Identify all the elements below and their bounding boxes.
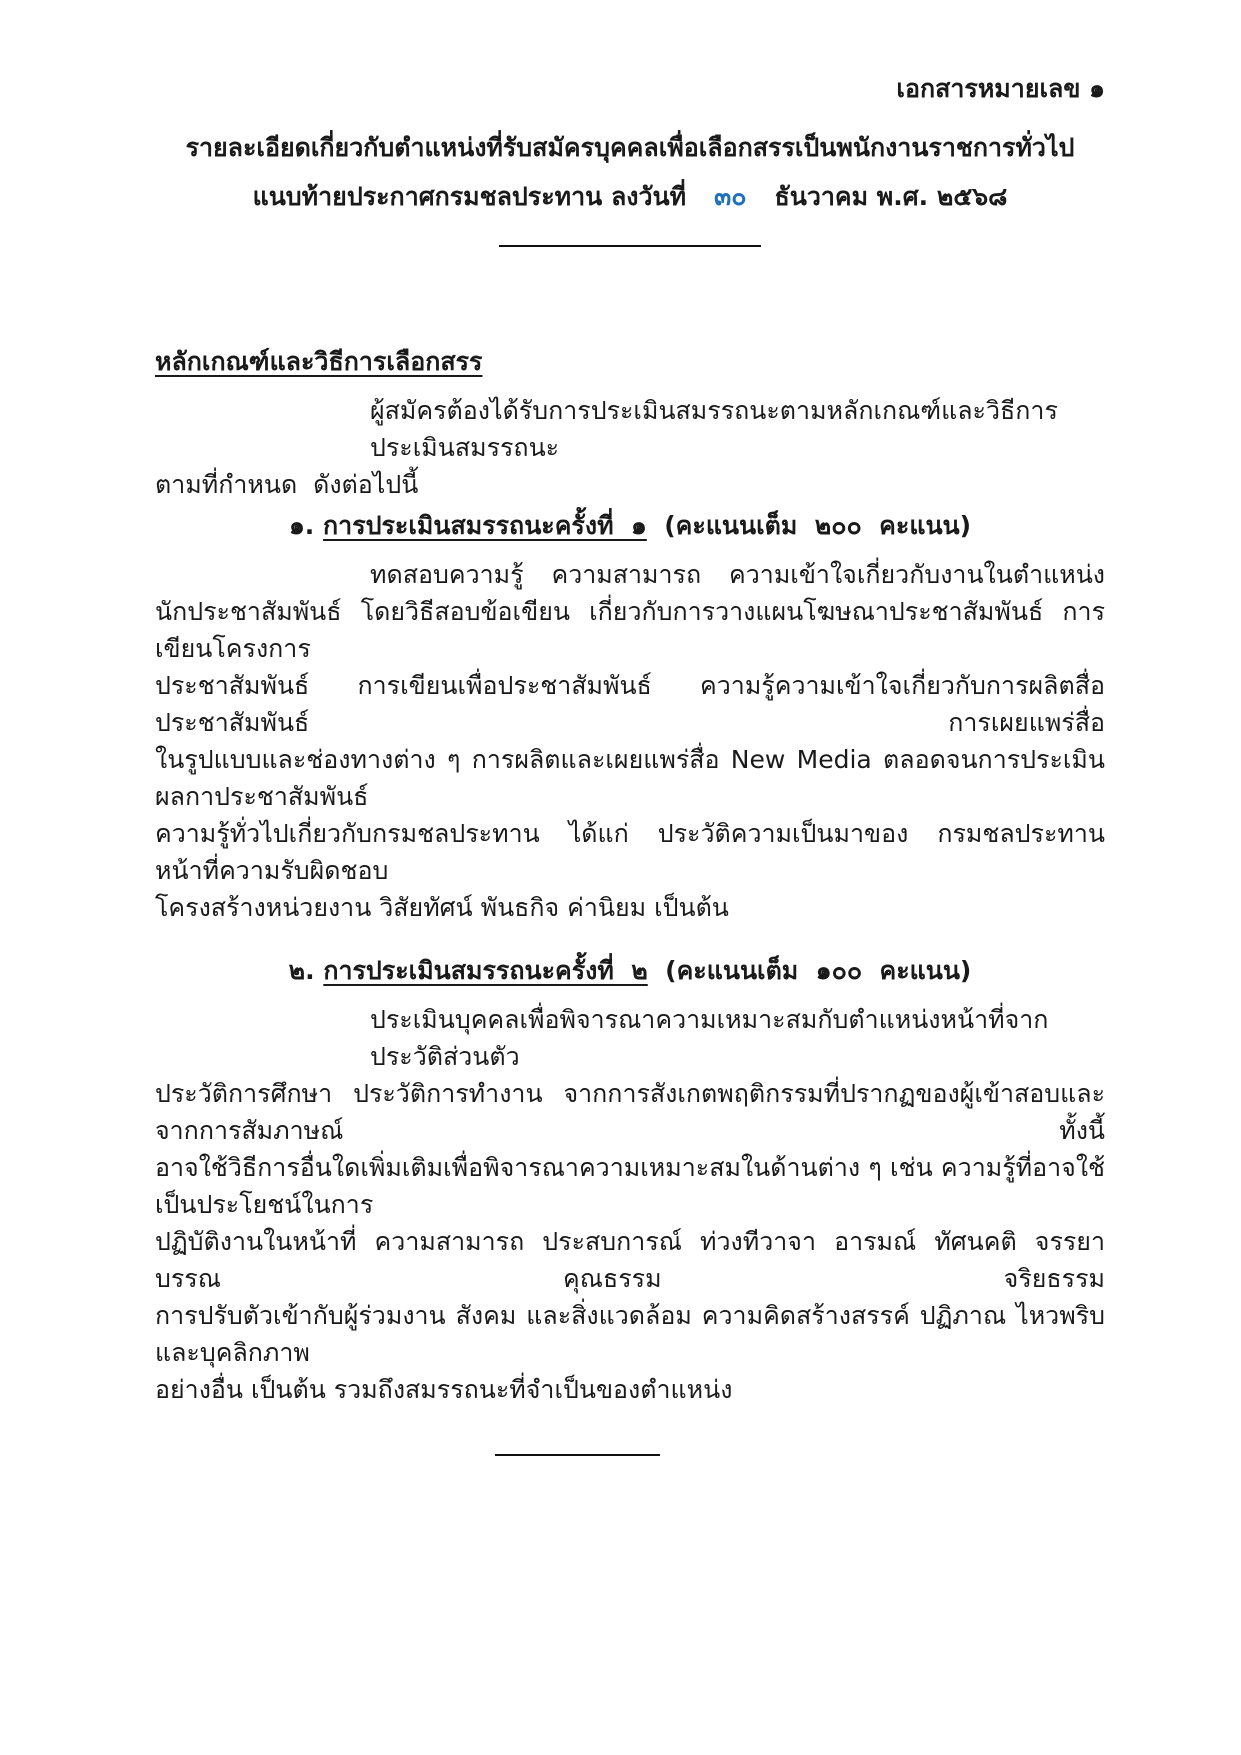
intro-line: ตามที่กำหนด ดังต่อไปนี้ (155, 470, 419, 499)
document-title-line2 (155, 178, 1105, 215)
intro-line: ผู้สมัครต้องได้รับการประเมินสมรรถนะตามหลักเกณฑ์และวิธีการประเมินสมรรถนะ (370, 396, 1058, 462)
title-line2-prefix: แนบท้ายประกาศกรมชลประทาน ลงวันที่ (252, 182, 687, 211)
criteria-heading: หลักเกณฑ์และวิธีการเลือกสรร (155, 347, 483, 376)
section2-number: ๒. (288, 956, 324, 985)
section1-title: การประเมินสมรรถนะครั้งที่ ๑ (323, 511, 647, 540)
section1-score: (คะแนนเต็ม ๒๐๐ คะแนน) (646, 511, 972, 540)
body-line: โครงสร้างหน่วยงาน วิสัยทัศน์ พันธกิจ ค่านิยม เป็นต้น (155, 893, 729, 922)
section1-number: ๑. (288, 511, 324, 540)
closing-divider (495, 1454, 660, 1456)
section2-title: การประเมินสมรรถนะครั้งที่ ๒ (323, 956, 648, 985)
body-line: ในรูปแบบและช่องทางต่าง ๆ การผลิตและเผยแพร่สื่อ New Media ตลอดจนการประเมินผลกาประชาสัมพันธ์ (155, 745, 1105, 811)
criteria-intro-paragraph (155, 392, 1105, 503)
body-line: อาจใช้วิธีการอื่นใดเพิ่มเติมเพื่อพิจารณาความเหมาะสมในด้านต่าง ๆ เช่น ความรู้ที่อาจใช้เป็นประโยชน์ในการ (155, 1153, 1105, 1219)
body-line: ประเมินบุคคลเพื่อพิจารณาความเหมาะสมกับตำแหน่งหน้าที่จากประวัติส่วนตัว (370, 1005, 1049, 1071)
body-line: ความรู้ทั่วไปเกี่ยวกับกรมชลประทาน ได้แก่ ประวัติความเป็นมาของ กรมชลประทาน หน้าที่ความรับผิดชอบ (155, 819, 1113, 885)
body-line: ประวัติการศึกษา ประวัติการทำงาน จากการสังเกตพฤติกรรมที่ปรากฏของผู้เข้าสอบและจากการสัมภาษณ์ ทั้งนี้ (155, 1079, 1105, 1145)
title-date-day: ๓๐ (714, 182, 747, 211)
doc-number-label: เอกสารหมายเลข ๑ (896, 74, 1105, 103)
body-line: ประชาสัมพันธ์ การเขียนเพื่อประชาสัมพันธ์ ความรู้ความเข้าใจเกี่ยวกับการผลิตสื่อประชาสัมพันธ์ การเผยแพร่สื่อ (155, 671, 1105, 737)
body-line: ปฏิบัติงานในหน้าที่ ความสามารถ ประสบการณ์ ท่วงทีวาจา อารมณ์ ทัศนคติ จรรยาบรรณ คุณธรรม จริยธรรม (155, 1227, 1105, 1293)
section2-paragraph (155, 1001, 1113, 1408)
document-title-line1: รายละเอียดเกี่ยวกับตำแหน่งที่รับสมัครบุคคลเพื่อเลือกสรรเป็นพนักงานราชการทั่วไป (185, 133, 1075, 162)
body-line: ทดสอบความรู้ ความสามารถ ความเข้าใจเกี่ยวกับงานในตำแหน่ง (370, 560, 1105, 589)
title-divider (499, 245, 761, 247)
body-line: การปรับตัวเข้ากับผู้ร่วมงาน สังคม และสิ่งแวดล้อม ความคิดสร้างสรรค์ ปฏิภาณ ไหวพริบ และบุคลิกภาพ (155, 1301, 1113, 1367)
section1-heading (155, 507, 1105, 544)
section1-paragraph (155, 556, 1113, 926)
body-line: อย่างอื่น เป็นต้น รวมถึงสมรรถนะที่จำเป็นของตำแหน่ง (155, 1375, 733, 1404)
section2-score: (คะแนนเต็ม ๑๐๐ คะแนน) (647, 956, 972, 985)
title-line2-suffix: ธันวาคม พ.ศ. ๒๕๖๘ (774, 182, 1008, 211)
section2-heading (155, 952, 1105, 989)
body-line: นักประชาสัมพันธ์ โดยวิธีสอบข้อเขียน เกี่ยวกับการวางแผนโฆษณาประชาสัมพันธ์ การเขียนโครงการ (155, 597, 1105, 663)
